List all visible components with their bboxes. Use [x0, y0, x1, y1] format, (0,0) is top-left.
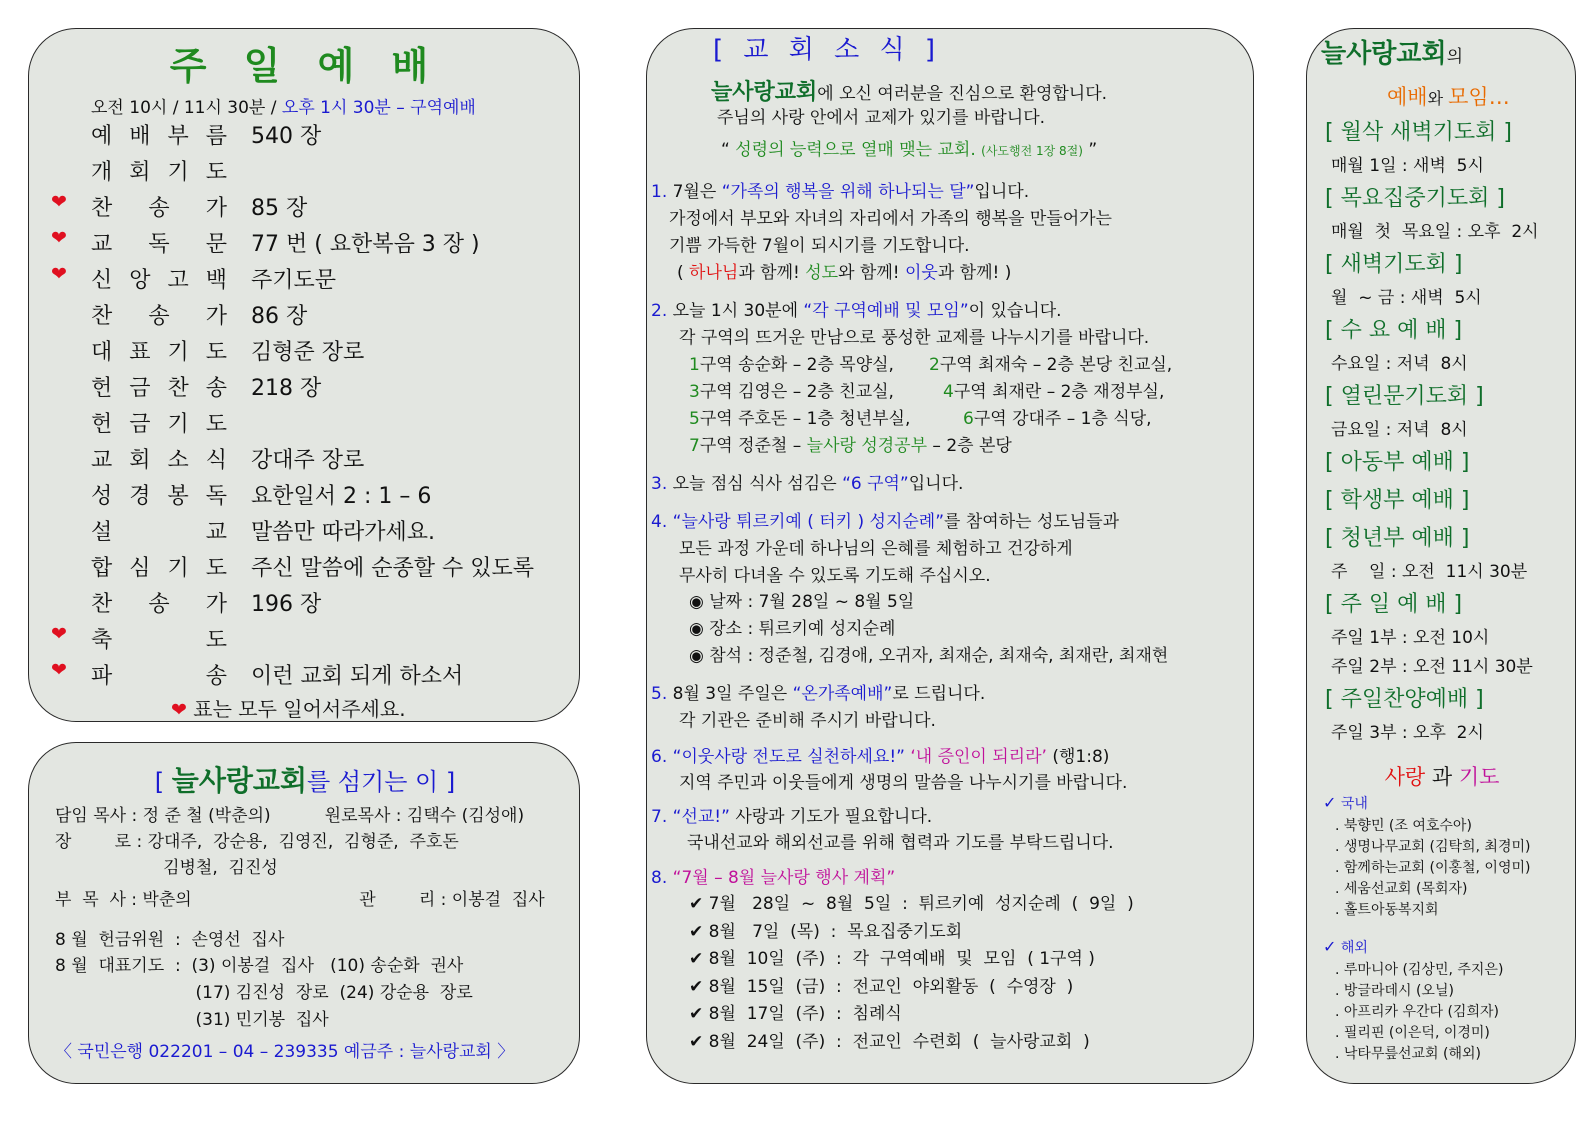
mission-item: . 생명나무교회 (김탁희, 최경미) [1335, 839, 1531, 855]
worship-item-label [91, 515, 227, 546]
worship-order-item [91, 587, 571, 621]
news-item-2-line: 각 구역의 뜨거운 만남으로 풍성한 교제를 나누시기를 바랍니다. [679, 328, 1150, 348]
worship-item-value: 540 장 [251, 124, 322, 149]
worship-item-value: 86 장 [251, 304, 308, 329]
prayer-title: 사랑 과 기도 [1384, 765, 1500, 789]
meeting-heading: [ 열린문기도회 ] [1325, 384, 1484, 409]
label-char: 성 [91, 484, 113, 509]
label-char: 찬 [91, 304, 113, 329]
news-item-1: 1. 7월은 “가족의 행복을 위해 하나되는 달”입니다. [651, 182, 1030, 202]
district-7: 7구역 정준철 – 늘사랑 성경공부 – 2층 본당 [689, 436, 1012, 456]
mission-item: . 함께하는교회 (이홍철, 이영미) [1335, 860, 1531, 876]
worship-item-value: 이런 교회 되게 하소서 [251, 664, 464, 689]
mission-item: . 낙타무릎선교회 (해외) [1335, 1046, 1481, 1062]
worship-order-item [91, 119, 571, 153]
news-item-6-line: 지역 주민과 이웃들에게 생명의 말씀을 나누시기를 바랍니다. [679, 773, 1128, 793]
worship-item-value: 요한일서 2 : 1 – 6 [251, 484, 432, 509]
label-char: 교 [91, 232, 113, 257]
label-char: 설 [91, 520, 113, 545]
church-news-panel [646, 28, 1254, 1084]
label-char: 송 [148, 592, 170, 617]
staff-line: 8 월 헌금위원 : 손영선 집사 [55, 930, 285, 950]
label-char: 름 [205, 124, 227, 149]
worship-item-value: 218 장 [251, 376, 322, 401]
district-item [689, 350, 894, 375]
label-char: 도 [205, 160, 227, 185]
worship-item-value: 주기도문 [251, 268, 337, 293]
news-item-4: 4. “늘사랑 튀르키예 ( 터키 ) 성지순례”를 참여하는 성도님들과 [651, 512, 1120, 532]
news-item-1-line: 가정에서 부모와 자녀의 자리에서 가족의 행복을 만들어가는 [669, 209, 1112, 229]
overseas-heading: ✓ 해외 [1323, 937, 1368, 956]
welcome-line-2: 주님의 사랑 안에서 교제가 있기를 바랍니다. [717, 108, 1046, 128]
district-text: 구역 최재숙 – 2층 본당 친교실, [939, 355, 1173, 375]
worship-item-value: 85 장 [251, 196, 308, 221]
worship-order-item [91, 479, 571, 513]
worship-item-label [91, 623, 227, 654]
worship-order-item [91, 155, 571, 189]
meeting-heading: [ 주 일 예 배 ] [1325, 592, 1463, 617]
district-text: 구역 김영은 – 2층 친교실, [699, 382, 894, 402]
meeting-time: 매월 첫 목요일 : 오후 2시 [1331, 222, 1539, 242]
label-char: 송 [205, 376, 227, 401]
district-item [689, 377, 894, 402]
staff-line: (17) 김진성 장로 (24) 강순용 장로 [55, 983, 473, 1003]
meeting-time: 수요일 : 저녁 8시 [1331, 354, 1468, 374]
label-char: 표 [129, 340, 151, 365]
worship-order-item [51, 623, 571, 657]
staff-line: (31) 민기봉 집사 [55, 1010, 329, 1030]
label-char: 기 [167, 340, 189, 365]
mission-item: . 북향민 (조 여호수아) [1335, 818, 1472, 834]
meeting-time: 매월 1일 : 새벽 5시 [1331, 156, 1484, 176]
meetings-title: 늘사랑교회의 [1321, 39, 1464, 69]
schedule-item: ✔ 7월 28일 ~ 8월 5일 : 튀르키예 성지순례 ( 9일 ) [689, 894, 1134, 914]
worship-item-label [91, 335, 227, 366]
worship-order-item [91, 371, 571, 405]
worship-item-label [91, 119, 227, 150]
label-char: 도 [205, 628, 227, 653]
label-char: 부 [167, 124, 189, 149]
worship-times: 오전 10시 / 11시 30분 / 오후 1시 30분 – 구역예배 [91, 98, 476, 118]
district-number: 5 [689, 409, 700, 429]
worship-item-label [91, 407, 227, 438]
district-item [929, 350, 1172, 375]
worship-item-value: 말씀만 따라가세요. [251, 520, 436, 545]
worship-item-label [91, 227, 227, 258]
meeting-time: 주 일 : 오전 11시 30분 [1331, 562, 1528, 582]
label-char: 고 [167, 268, 189, 293]
meeting-heading: [ 새벽기도회 ] [1325, 252, 1463, 277]
label-char: 독 [148, 232, 170, 257]
district-number: 1 [689, 355, 700, 375]
mission-item: . 아프리카 우간다 (김희자) [1335, 1004, 1499, 1020]
schedule-item: ✔ 8월 15일 (금) : 전교인 야외활동 ( 수영장 ) [689, 976, 1074, 997]
label-char: 금 [129, 376, 151, 401]
heart-icon: ❤ [51, 263, 67, 285]
label-char: 교 [91, 448, 113, 473]
staff-title: [ 늘사랑교회를 섬기는 이 ] [154, 764, 456, 797]
label-char: 파 [91, 664, 113, 689]
news-item-5: 5. 8월 3일 주일은 “온가족예배”로 드립니다. [651, 684, 986, 704]
meeting-heading: [ 월삭 새벽기도회 ] [1325, 120, 1512, 145]
label-char: 가 [205, 196, 227, 221]
label-char: 예 [91, 124, 113, 149]
news-item-1-line: ( 하나님과 함께! 성도와 함께! 이웃과 함께! ) [677, 263, 1012, 283]
worship-item-label [91, 191, 227, 222]
welcome-line: 늘사랑교회에 오신 여러분을 진심으로 환영합니다. [711, 80, 1108, 105]
district-number: 4 [943, 382, 954, 402]
meeting-time: 월 ~ 금 : 새벽 5시 [1331, 288, 1482, 308]
staff-line: 부 목 사 : 박춘의 관 리 : 이봉걸 집사 [55, 890, 545, 910]
district-item [963, 404, 1152, 429]
label-char: 대 [91, 340, 113, 365]
schedule-item: ✔ 8월 7일 (목) : 목요집중기도회 [689, 921, 963, 942]
label-char: 문 [205, 232, 227, 257]
label-char: 배 [129, 124, 151, 149]
worship-item-label [91, 479, 227, 510]
worship-item-label [91, 155, 227, 186]
meetings-panel [1306, 28, 1576, 1084]
domestic-heading: ✓ 국내 [1323, 793, 1368, 812]
label-char: 축 [91, 628, 113, 653]
label-char: 금 [129, 412, 151, 437]
meeting-time: 주일 3부 : 오후 2시 [1331, 723, 1484, 743]
label-char: 찬 [91, 196, 113, 221]
worship-order-item [91, 515, 571, 549]
pilgrimage-detail: ◉ 참석 : 정준철, 김경애, 오귀자, 최재순, 최재숙, 최재란, 최재현 [689, 646, 1169, 666]
label-char: 헌 [91, 376, 113, 401]
district-text: 구역 송순화 – 2층 목양실, [699, 355, 894, 375]
label-char: 찬 [91, 592, 113, 617]
meetings-subtitle: 예배와 모임… [1387, 85, 1510, 109]
staff-line: 장 로 : 강대주, 강순용, 김영진, 김형준, 주호돈 [55, 832, 459, 852]
district-item [943, 377, 1164, 402]
schedule-item: ✔ 8월 24일 (주) : 전교인 수련회 ( 늘사랑교회 ) [689, 1031, 1090, 1052]
district-text: 구역 주호돈 – 1층 청년부실, [699, 409, 911, 429]
staff-line: 8 월 대표기도 : (3) 이봉걸 집사 (10) 송순화 권사 [55, 956, 464, 976]
news-item-3: 3. 오늘 점심 식사 섬김은 “6 구역”입니다. [651, 474, 964, 494]
district-text: 구역 강대주 – 1층 식당, [973, 409, 1152, 429]
mission-item: . 세움선교회 (목회자) [1335, 881, 1468, 897]
mission-item: . 필리핀 (이은덕, 이경미) [1335, 1025, 1490, 1041]
meeting-time: 주일 1부 : 오전 10시 [1331, 628, 1490, 648]
label-char: 봉 [167, 484, 189, 509]
heart-icon: ❤ [51, 227, 67, 249]
heart-icon: ❤ [51, 659, 67, 681]
label-char: 백 [205, 268, 227, 293]
check-icon: ✓ [1323, 793, 1337, 812]
news-item-1-line: 기쁨 가득한 7월이 되시기를 기도합니다. [669, 236, 970, 256]
meeting-heading: [ 학생부 예배 ] [1325, 488, 1470, 513]
worship-order-item [51, 659, 571, 693]
label-char: 합 [91, 556, 113, 581]
label-char: 회 [129, 160, 151, 185]
label-char: 가 [205, 304, 227, 329]
worship-order-item [51, 191, 571, 225]
worship-item-label [91, 443, 227, 474]
label-char: 도 [205, 340, 227, 365]
label-char: 앙 [129, 268, 151, 293]
worship-item-label [91, 263, 227, 294]
news-item-8: 8. “7월 – 8월 늘사랑 행사 계획” [651, 868, 896, 888]
district-text: 구역 최재란 – 2층 재정부실, [953, 382, 1165, 402]
worship-item-label [91, 299, 227, 330]
worship-order-item [91, 407, 571, 441]
mission-item: . 방글라데시 (오닐) [1335, 983, 1454, 999]
worship-item-value: 77 번 ( 요한복음 3 장 ) [251, 232, 480, 257]
pilgrimage-detail: ◉ 날짜 : 7월 28일 ~ 8월 5일 [689, 592, 915, 612]
worship-order-item [91, 443, 571, 477]
label-char: 개 [91, 160, 113, 185]
worship-item-label [91, 659, 227, 690]
staff-line: 담임 목사 : 정 준 철 (박춘의) 원로목사 : 김택수 (김성애) [55, 806, 525, 826]
news-item-7: 7. “선교!” 사랑과 기도가 필요합니다. [651, 807, 933, 827]
worship-item-label [91, 587, 227, 618]
worship-order-panel [28, 28, 580, 722]
news-item-2: 2. 오늘 1시 30분에 “각 구역예배 및 모임”이 있습니다. [651, 301, 1062, 321]
staff-panel [28, 742, 580, 1084]
meeting-heading: [ 목요집중기도회 ] [1325, 186, 1505, 211]
worship-item-value: 주신 말씀에 순종할 수 있도록 [251, 556, 534, 581]
worship-order-item [51, 227, 571, 261]
label-char: 송 [148, 196, 170, 221]
meeting-heading: [ 주일찬양예배 ] [1325, 687, 1484, 712]
label-char: 기 [167, 160, 189, 185]
district-item [689, 404, 910, 429]
label-char: 송 [148, 304, 170, 329]
heart-icon: ❤ [51, 623, 67, 645]
bank-account: 〈 국민은행 022201 – 04 – 239335 예금주 : 늘사랑교회 〉 [55, 1042, 515, 1062]
worship-title: 주 일 예 배 [169, 44, 441, 88]
worship-item-value: 196 장 [251, 592, 322, 617]
news-title: [ 교 회 소 식 ] [713, 35, 942, 65]
news-item-5-line: 각 기관은 준비해 주시기 바랍니다. [679, 711, 936, 731]
meeting-heading: [ 청년부 예배 ] [1325, 526, 1470, 551]
staff-line: 김병철, 김진성 [55, 858, 278, 878]
worship-item-label [91, 551, 227, 582]
news-item-7-line: 국내선교와 해외선교를 위해 협력과 기도를 부탁드립니다. [687, 833, 1114, 853]
news-item-4-line: 무사히 다녀올 수 있도록 기도해 주십시오. [679, 566, 991, 586]
label-char: 기 [167, 412, 189, 437]
worship-item-label [91, 371, 227, 402]
meeting-time: 금요일 : 저녁 8시 [1331, 420, 1468, 440]
label-char: 가 [205, 592, 227, 617]
worship-order-item [91, 551, 571, 585]
heart-icon: ❤ [171, 699, 187, 721]
label-char: 찬 [167, 376, 189, 401]
label-char: 식 [205, 448, 227, 473]
worship-order-item [91, 335, 571, 369]
church-motto: “ 성령의 능력으로 열매 맺는 교회. (사도행전 1장 8절) ” [721, 140, 1098, 160]
meeting-heading: [ 수 요 예 배 ] [1325, 318, 1463, 343]
label-char: 심 [129, 556, 151, 581]
district-number: 2 [929, 355, 940, 375]
mission-item: . 홀트아동복지회 [1335, 902, 1439, 918]
label-char: 경 [129, 484, 151, 509]
schedule-item: ✔ 8월 10일 (주) : 각 구역예배 및 모임 ( 1구역 ) [689, 949, 1095, 969]
mission-item: . 루마니아 (김상민, 주지은) [1335, 962, 1504, 978]
label-char: 도 [205, 412, 227, 437]
worship-order-item [51, 263, 571, 297]
news-item-4-line: 모든 과정 가운데 하나님의 은혜를 체험하고 건강하게 [679, 539, 1073, 559]
district-number: 6 [963, 409, 974, 429]
label-char: 신 [91, 268, 113, 293]
label-char: 송 [205, 664, 227, 689]
pilgrimage-detail: ◉ 장소 : 튀르키예 성지순례 [689, 619, 896, 639]
label-char: 도 [205, 556, 227, 581]
label-char: 교 [205, 520, 227, 545]
label-char: 헌 [91, 412, 113, 437]
news-item-6: 6. “이웃사랑 전도로 실천하세요!” ‘내 증인이 되리라’ (행1:8) [651, 747, 1110, 767]
check-icon: ✓ [1323, 937, 1337, 956]
label-char: 소 [167, 448, 189, 473]
district-number: 3 [689, 382, 700, 402]
worship-item-value: 강대주 장로 [251, 448, 365, 473]
label-char: 회 [129, 448, 151, 473]
worship-item-value: 김형준 장로 [251, 340, 365, 365]
heart-icon: ❤ [51, 191, 67, 213]
meeting-time: 주일 2부 : 오전 11시 30분 [1331, 657, 1533, 677]
meeting-heading: [ 아동부 예배 ] [1325, 450, 1470, 475]
standing-note: ❤ 표는 모두 일어서주세요. [171, 697, 406, 721]
schedule-item: ✔ 8월 17일 (주) : 침례식 [689, 1004, 902, 1024]
label-char: 기 [167, 556, 189, 581]
label-char: 독 [205, 484, 227, 509]
worship-order-item [91, 299, 571, 333]
